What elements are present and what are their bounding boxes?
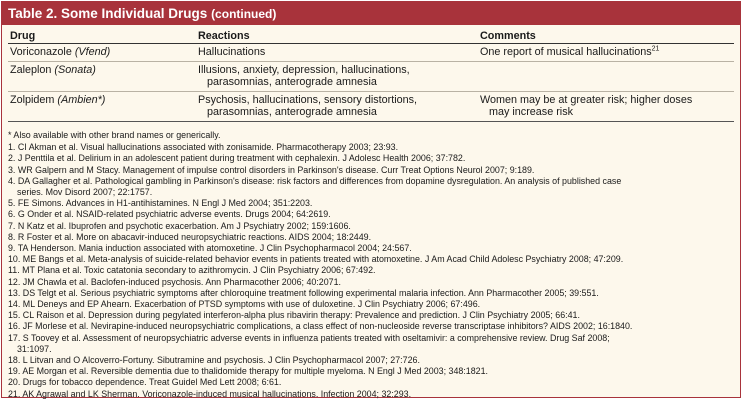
table-panel	[1, 1, 741, 398]
reaction-line: parasomnias, anterograde amnesia	[207, 106, 377, 118]
drug-name: Zaleplon	[10, 63, 52, 76]
reaction-line: Illusions, anxiety, depression, hallucinations,	[198, 63, 410, 76]
reference-text: 1. CI Akman et al. Visual hallucinations associated with zonisamide. Pharmacotherapy 2003; 23:93.	[8, 142, 399, 153]
reference-text: 11. MT Plana et al. Toxic catatonia secondary to azithromycin. J Clin Psychiatry 2006; 67:492.	[8, 265, 376, 276]
reference-item	[8, 243, 734, 254]
drug-brand: (Sonata)	[54, 63, 96, 76]
reference-item	[8, 288, 734, 299]
reaction-line: Psychosis, hallucinations, sensory distortions,	[198, 93, 418, 106]
reference-text-continued: series. Mov Disord 2007; 22:1757.	[17, 187, 153, 198]
reference-text: 6. G Onder et al. NSAID-related psychiatric adverse events. Drugs 2004; 64:2619.	[8, 209, 331, 220]
reference-item	[8, 221, 734, 232]
reference-item	[8, 153, 734, 164]
comments-cell	[478, 61, 734, 91]
reference-item	[8, 366, 734, 377]
header-drug: Drug	[8, 30, 196, 44]
brand-footnote: * Also available with other brand names or generically.	[8, 130, 221, 140]
reference-text: 3. WR Galpern and M Stacy. Management of impulse control disorders in Parkinson's disease. Curr Treat Options Neurol 2007; 9:189.	[8, 164, 535, 175]
reference-item	[8, 333, 734, 355]
reference-item	[8, 277, 734, 288]
reference-text: 20. Drugs for tobacco dependence. Treat Guidel Med Lett 2008; 6:61.	[8, 377, 282, 388]
reference-text: 4. DA Gallagher et al. Pathological gambling in Parkinson's disease: risk factors and differences from dopamine dysregulation. An analysis of published case	[8, 175, 622, 186]
reactions-cell	[196, 61, 478, 91]
reference-item	[8, 254, 734, 265]
reference-text: 14. ML Deneys and EP Ahearn. Exacerbation of PTSD symptoms with use of duloxetine. J Clin Psychiatry 2006; 67:496.	[8, 299, 481, 310]
reference-text: 5. FE Simons. Advances in H1-antihistamines. N Engl J Med 2004; 351:2203.	[8, 198, 313, 209]
reference-item	[8, 198, 734, 209]
reference-text: 15. CL Raison et al. Depression during pegylated interferon-alpha plus ribavirin therapy: Prevalence and prediction. J Clin Psychiatry 2005; 66:41.	[8, 310, 580, 321]
drug-table	[8, 30, 734, 122]
comment-line: One report of musical hallucinations	[480, 46, 652, 58]
reference-item	[8, 232, 734, 243]
drug-cell	[8, 91, 196, 121]
drug-cell	[8, 44, 196, 62]
reference-item	[8, 299, 734, 310]
table-header-row	[8, 30, 734, 44]
reference-text: 2. J Penttila et al. Delirium in an adolescent patient during treatment with cephalexin. J Adolesc Health 2006; 37:782.	[8, 153, 466, 164]
reference-text: 17. S Toovey et al. Assessment of neuropsychiatric adverse events in influenza patients treated with oseltamivir: a comprehensive review. Drug Saf 2008;	[8, 332, 610, 343]
reference-text: 10. ME Bangs et al. Meta-analysis of suicide-related behavior events in patients treated with atomoxetine. J Am Acad Child Adolesc Psychiatry 2008; 47:209.	[8, 254, 624, 265]
table-row	[8, 61, 734, 91]
reference-item	[8, 176, 734, 198]
reference-item	[8, 165, 734, 176]
table-row	[8, 91, 734, 121]
references-section	[8, 130, 734, 400]
reference-item	[8, 142, 734, 153]
reactions-cell	[196, 44, 478, 62]
header-reactions: Reactions	[196, 30, 478, 44]
comments-cell	[478, 44, 734, 62]
reference-item	[8, 389, 734, 400]
reaction-line: parasomnias, anterograde amnesia	[207, 76, 377, 88]
drug-brand: (Ambien*)	[57, 93, 106, 106]
comment-line: may increase risk	[489, 106, 573, 118]
reference-item	[8, 321, 734, 332]
reference-text: 7. N Katz et al. Ibuprofen and psychotic exacerbation. Am J Psychiatry 2002; 159:1606.	[8, 220, 351, 231]
reference-text: 9. TA Henderson. Mania induction associated with atomoxetine. J Clin Psychopharmacol 2004; 24:567.	[8, 243, 412, 254]
reference-item	[8, 265, 734, 276]
table-title-suffix: (continued)	[211, 7, 277, 21]
reference-text: 13. DS Telgt et al. Serious psychiatric symptoms after chloroquine treatment following experimental malaria infection. Ann Pharmacother 2005; 39:551.	[8, 287, 599, 298]
drug-name: Voriconazole	[10, 46, 72, 58]
reference-item	[8, 377, 734, 388]
reference-item	[8, 355, 734, 366]
comments-cell	[478, 91, 734, 121]
reference-text: 21. AK Agrawal and LK Sherman. Voriconazole-induced musical hallucinations. Infection 2004; 32:293.	[8, 388, 412, 399]
drug-brand: (Vfend)	[74, 46, 111, 58]
comment-reference-sup: 21	[651, 45, 660, 53]
table-title-bar	[2, 2, 740, 25]
reference-text: 8. R Foster et al. More on abacavir-induced neuropsychiatric reactions. AIDS 2004; 18:2449.	[8, 231, 372, 242]
drug-name: Zolpidem	[10, 93, 55, 106]
drug-cell	[8, 61, 196, 91]
reference-text: 16. JF Morlese et al. Nevirapine-induced neuropsychiatric complications, a class effect of non-nucleoside reverse transcriptase inhibitors? AIDS 2002; 16:1840.	[8, 321, 633, 332]
reference-text: 19. AE Morgan et al. Reversible dementia due to thalidomide therapy for multiple myeloma. N Engl J Med 2003; 348:1821.	[8, 366, 489, 377]
reference-text-continued: 31:1097.	[17, 343, 52, 354]
comment-line: Women may be at greater risk; higher doses	[480, 93, 693, 106]
header-comments: Comments	[478, 30, 734, 44]
reference-list	[8, 142, 734, 400]
reference-item	[8, 310, 734, 321]
reference-text: 18. L Litvan and O Alcoverro-Fortuny. Sibutramine and psychosis. J Clin Psychopharmacol 2007; 27:726.	[8, 355, 420, 366]
reaction-line: Hallucinations	[198, 46, 266, 58]
reference-text: 12. JM Chawla et al. Baclofen-induced psychosis. Ann Pharmacother 2006; 40:2071.	[8, 276, 342, 287]
table-title: Table 2. Some Individual Drugs	[8, 6, 208, 21]
reference-item	[8, 209, 734, 220]
reactions-cell	[196, 91, 478, 121]
table-row	[8, 44, 734, 62]
